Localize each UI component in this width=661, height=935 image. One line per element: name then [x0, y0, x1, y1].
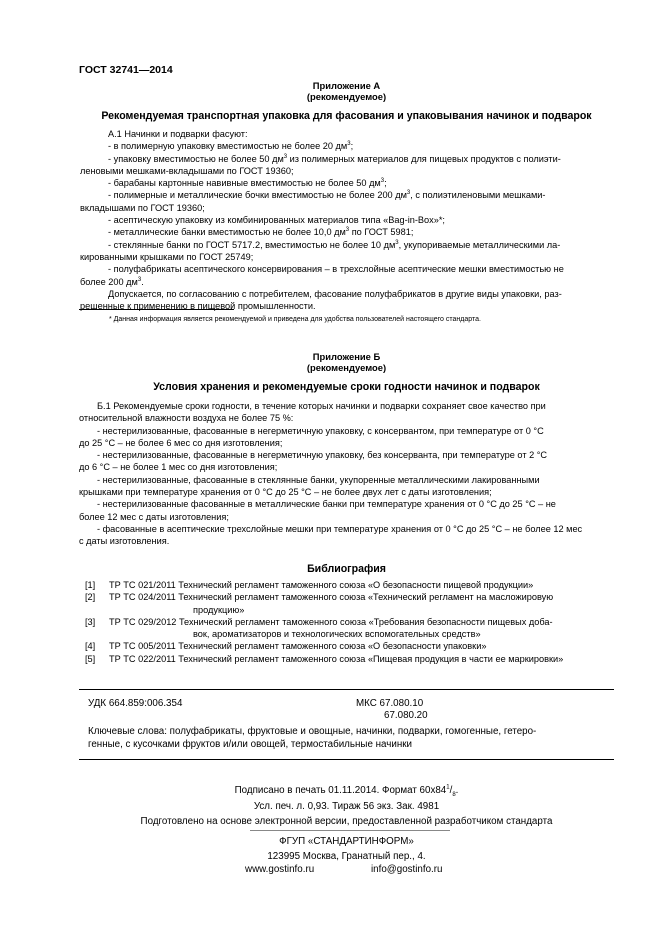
list-item: - упаковку вместимостью не более 50 $дм^3$ из полимерных материалов для пищевых продуктов с полиэти- — [108, 153, 561, 164]
list-item: - в полимерную упаковку вместимостью не более 20 $дм^3$; — [108, 141, 354, 152]
appendix-b-title: Приложение Б — [312, 351, 381, 362]
imprint-prepared: Подготовлено на основе электронной версии, предоставленной разработчиком стандарта — [140, 816, 553, 827]
list-item-cont: крышками при температуре хранения от 0 °С до 25 °С – не более двух лет с даты изготовления; — [79, 487, 492, 498]
list-item: - нестерилизованные фасованные в металлические банки при температуре хранения от 0 °С до 25 °С – не — [97, 499, 556, 510]
divider — [79, 759, 614, 760]
bib-text: ТР ТС 021/2011 Технический регламент таможенного союза «О безопасности пищевой продукции» — [109, 580, 534, 590]
footnote: * Данная информация является рекомендуемой и приведена для удобства пользователей настоящего стандарта. — [109, 316, 481, 323]
list-item — [85, 640, 615, 652]
divider — [79, 689, 614, 690]
imprint-signed: Подписано в печать 01.11.2014. Формат $60x84^1/_8$. — [234, 784, 459, 798]
paragraph: Б.1 Рекомендуемые сроки годности, в течение которых начинки и подварки сохраняет свое качество при — [97, 401, 546, 411]
appendix-b-body — [79, 400, 614, 548]
divider — [250, 830, 450, 831]
list-item-cont: до 25 °С – не более 6 мес со дня изготовления; — [79, 437, 283, 448]
bib-text: ТР ТС 005/2011 Технический регламент таможенного союза «О безопасности упаковки» — [109, 641, 487, 652]
list-item-cont: до 6 °С – не более 1 мес со дня изготовления; — [79, 462, 278, 473]
mks-code-2: 67.080.20 — [384, 710, 428, 721]
list-item: - нестерилизованные, фасованные в негерметичную упаковку, с консервантом, при температуре от 0 °С — [97, 425, 544, 436]
footnote-divider — [79, 309, 234, 310]
appendix-b-status: (рекомендуемое) — [306, 362, 387, 373]
document-id: ГОСТ 32741—2014 — [79, 64, 173, 76]
bib-text: ТР ТС 022/2011 Технический регламент таможенного союза «Пищевая продукция в части ее маркировки» — [109, 653, 564, 664]
bib-text: ТР ТС 024/2011 Технический регламент таможенного союза «Технический регламент на масложировую продукцию» — [109, 592, 554, 615]
bibliography-list — [85, 579, 615, 665]
appendix-a-status: (рекомендуемое) — [306, 91, 387, 102]
keywords: Ключевые слова: полуфабрикаты, фруктовые и овощные, начинки, подварки, гомогенные, гетеро- генные, с кусочками фруктов и/или овощей, термостабильные начинки — [88, 726, 537, 750]
list-item-cont: с даты изготовления. — [79, 536, 170, 547]
list-item: - барабаны картонные навивные вместимостью не более 50 $дм^3$; — [108, 178, 387, 189]
list-item-cont: леновыми мешками-вкладышами по ГОСТ 19360; — [80, 165, 294, 176]
paragraph-cont: решенные к применению в пищевой промышленности. — [80, 301, 316, 312]
list-item: - полимерные и металлические бочки вместимостью не более 200 $дм^3$, с полиэтиленовыми мешками- — [108, 190, 546, 201]
list-item-cont: вкладышами по ГОСТ 19360; — [80, 202, 205, 213]
bibliography-title: Библиография — [307, 563, 386, 575]
appendix-b-heading: Условия хранения и рекомендуемые сроки годности начинок и подварок — [153, 381, 540, 393]
bib-number: [3] — [85, 616, 96, 627]
list-item: - полуфабрикаты асептического консервирования – в трехслойные асептические мешки вместимостью не — [108, 264, 564, 275]
list-item — [85, 616, 615, 641]
imprint-print: Усл. печ. л. 0,93. Тираж 56 экз. Зак. 4981 — [253, 801, 440, 812]
list-item — [85, 653, 615, 665]
bib-number: [4] — [85, 641, 96, 652]
bib-number: [1] — [85, 580, 96, 590]
paragraph: А.1 Начинки и подварки фасуют: — [108, 129, 248, 139]
publisher-website[interactable]: www.gostinfo.ru — [245, 864, 315, 875]
list-item: - нестерилизованные, фасованные в стеклянные банки, укупоренные металлическими лакированными — [97, 474, 540, 485]
appendix-a-body — [80, 128, 614, 312]
list-item: - асептическую упаковку из комбинированных материалов типа «Bag-in-Box»*; — [108, 215, 445, 226]
list-item-cont: более 12 мес с даты изготовления; — [79, 511, 229, 522]
bib-number: [5] — [85, 653, 96, 664]
list-item-cont: кированными крышками по ГОСТ 25749; — [80, 251, 254, 262]
list-item: - фасованные в асептические трехслойные мешки при температуре хранения от 0 °С до 25 °С – не более 12 мес — [97, 523, 583, 534]
bib-number: [2] — [85, 592, 96, 603]
paragraph: Допускается, по согласованию с потребителем, фасование полуфабрикатов в другие виды упаковки, раз- — [108, 288, 562, 299]
list-item: - нестерилизованные, фасованные в негерметичную упаковку, без консерванта, при температуре от 2 °С — [97, 450, 548, 461]
appendix-a-title: Приложение А — [312, 80, 381, 91]
list-item — [85, 579, 615, 591]
paragraph-cont: относительной влажности воздуха не более 75 %: — [79, 413, 294, 424]
publisher-email[interactable]: info@gostinfo.ru — [371, 864, 443, 875]
list-item: - стеклянные банки по ГОСТ 5717.2, вместимостью не более 10 $дм^3$, укупориваемые металлическими ла- — [108, 239, 561, 250]
mks-code: МКС 67.080.10 — [356, 698, 424, 709]
list-item — [85, 591, 615, 616]
publisher-name: ФГУП «СТАНДАРТИНФОРМ» — [279, 836, 414, 847]
list-item-cont: более 200 $дм^3$. — [80, 276, 144, 287]
udk-code: УДК 664.859:006.354 — [88, 698, 183, 709]
appendix-a-heading: Рекомендуемая транспортная упаковка для фасования и упаковывания начинок и подварок — [101, 110, 592, 122]
list-item: - металлические банки вместимостью не более 10,0 $дм^3$ по ГОСТ 5981; — [108, 227, 414, 238]
publisher-address: 123995 Москва, Гранатный пер., 4. — [267, 851, 426, 862]
bib-text: ТР ТС 029/2012 Технический регламент таможенного союза «Требования безопасности пищевых доба- вок, ароматизаторов и технологических вспомогательных средств» — [109, 616, 553, 640]
